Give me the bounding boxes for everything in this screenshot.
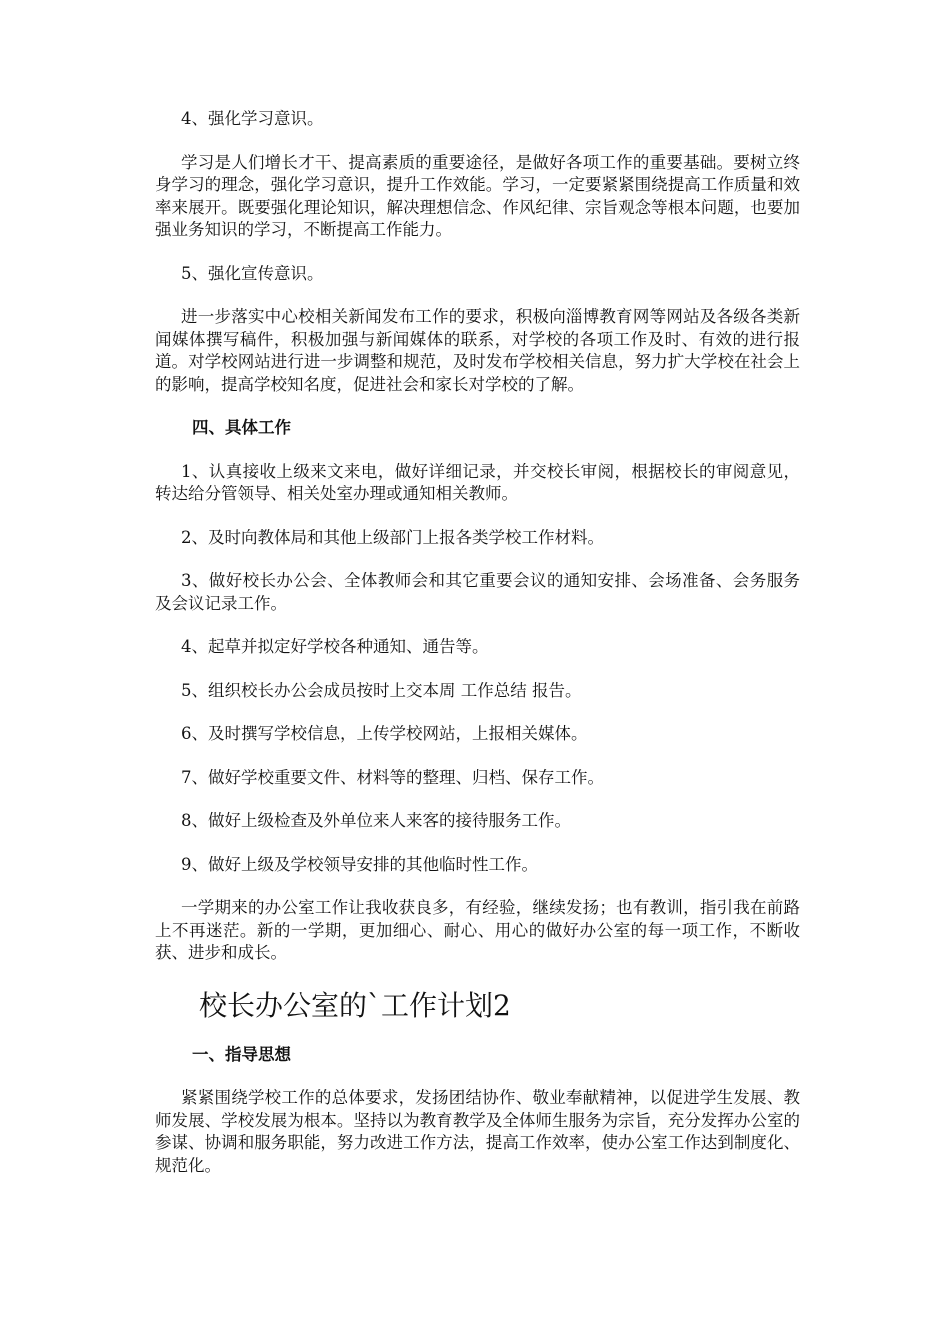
section-heading-guiding-ideology: 一、指导思想 bbox=[192, 1044, 291, 1064]
paragraph-study-awareness: 学习是人们增长才干、提高素质的重要途径，是做好各项工作的重要基础。要树立终身学习的理念，强化学习意识，提升工作效能。学习，一定要紧紧围绕提高工作质量和效率来展开。既要强化理论知识，解决理想信念、作风纪律、宗旨观念等根本问题，也要加强业务知识的学习，不断提高工作能力。 bbox=[155, 152, 800, 239]
section-heading-specific-work: 四、具体工作 bbox=[192, 418, 291, 437]
paragraph-guiding-ideology: 紧紧围绕学校工作的总体要求，发扬团结协作、敬业奉献精神，以促进学生发展、教师发展、学校发展为根本。坚持以为教育教学及全体师生服务为宗旨，充分发挥办公室的参谋、协调和服务职能，努力改进工作方法，提高工作效率，使办公室工作达到制度化、规范化。 bbox=[155, 1088, 800, 1175]
document-title: 校长办公室的`工作计划2 bbox=[199, 988, 511, 1022]
work-item-8: 8、做好上级检查及外单位来人来客的接待服务工作。 bbox=[181, 811, 571, 830]
work-item-5: 5、组织校长办公会成员按时上交本周 工作总结 报告。 bbox=[181, 680, 582, 700]
paragraph-item-5-heading: 5、强化宣传意识。 bbox=[181, 263, 324, 283]
paragraph-publicity-awareness: 进一步落实中心校相关新闻发布工作的要求，积极向淄博教育网等网站及各级各类新闻媒体撰写稿件，积极加强与新闻媒体的联系，对学校的各项工作及时、有效的进行报道。对学校网站进行进一步调整和规范，及时发布学校相关信息，努力扩大学校在社会上的影响，提高学校知名度，促进社会和家长对学校的了解。 bbox=[155, 307, 800, 394]
work-item-4: 4、起草并拟定好学校各种通知、通告等。 bbox=[181, 637, 489, 656]
work-item-9: 9、做好上级及学校领导安排的其他临时性工作。 bbox=[181, 854, 538, 874]
document-body bbox=[155, 108, 800, 1198]
work-item-1: 1、认真接收上级来文来电，做好详细记录，并交校长审阅，根据校长的审阅意见，转达给分管领导、相关处室办理或通知相关教师。 bbox=[155, 461, 800, 503]
work-item-7: 7、做好学校重要文件、材料等的整理、归档、保存工作。 bbox=[181, 767, 604, 787]
paragraph-item-4-heading: 4、强化学习意识。 bbox=[181, 109, 324, 128]
work-item-2: 2、及时向教体局和其他上级部门上报各类学校工作材料。 bbox=[181, 527, 604, 547]
work-item-3: 3、做好校长办公会、全体教师会和其它重要会议的通知安排、会场准备、会务服务及会议记录工作。 bbox=[155, 571, 800, 613]
work-item-6: 6、及时撰写学校信息，上传学校网站，上报相关媒体。 bbox=[181, 724, 588, 743]
summary-paragraph: 一学期来的办公室工作让我收获良多，有经验，继续发扬；也有教训，指引我在前路上不再迷茫。新的一学期，更加细心、耐心、用心的做好办公室的每一项工作，不断收获、进步和成长。 bbox=[155, 898, 800, 962]
